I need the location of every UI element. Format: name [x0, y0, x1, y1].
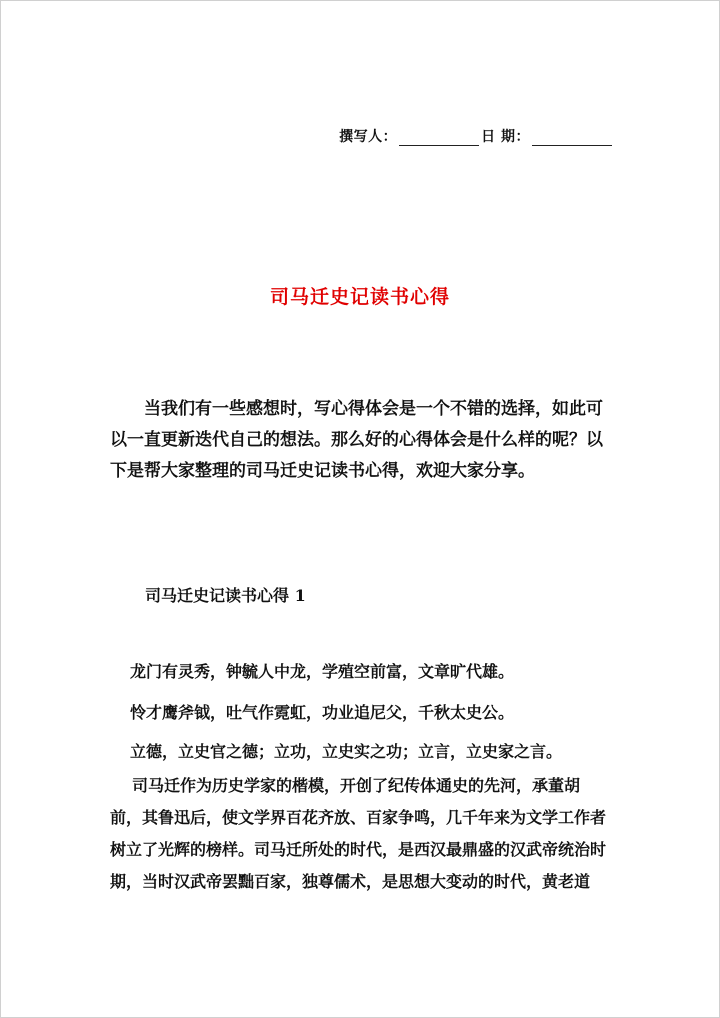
author-blank: [399, 131, 479, 146]
section-heading: 司马迁史记读书心得 1: [145, 586, 306, 605]
poem-line: 立德，立史官之德；立功，立史实之功；立言，立史家之言。: [130, 742, 563, 761]
author-label: 撰写人：: [339, 129, 398, 145]
document-title: 司马迁史记读书心得: [269, 286, 450, 308]
poem-line: 怜才鹰斧钺，吐气作霓虹，功业追尼父，千秋太史公。: [130, 703, 515, 722]
date-label: 日 期：: [481, 129, 530, 145]
body-paragraph: 司马迁作为历史学家的楷模，开创了纪传体通史的先河，承董胡前，其鲁迅后，使文学界百花齐放、百家争鸣，几千年来为文学工作者树立了光辉的榜样。司马迁所处的时代，是西汉最鼎盛的汉武帝统治时期，当时汉武帝罢黜百家，独尊儒术，是思想大变动的时代，黄老道: [110, 776, 607, 891]
date-blank: [532, 131, 612, 146]
intro-paragraph: 当我们有一些感想时，写心得体会是一个不错的选择，如此可以一直更新迭代自己的想法。那么好的心得体会是什么样的呢？以下是帮大家整理的司马迁史记读书心得，欢迎大家分享。: [110, 399, 603, 481]
author-date-line: [339, 126, 614, 146]
poem-line: 龙门有灵秀，钟毓人中龙，学殖空前富，文章旷代雄。: [130, 662, 515, 681]
